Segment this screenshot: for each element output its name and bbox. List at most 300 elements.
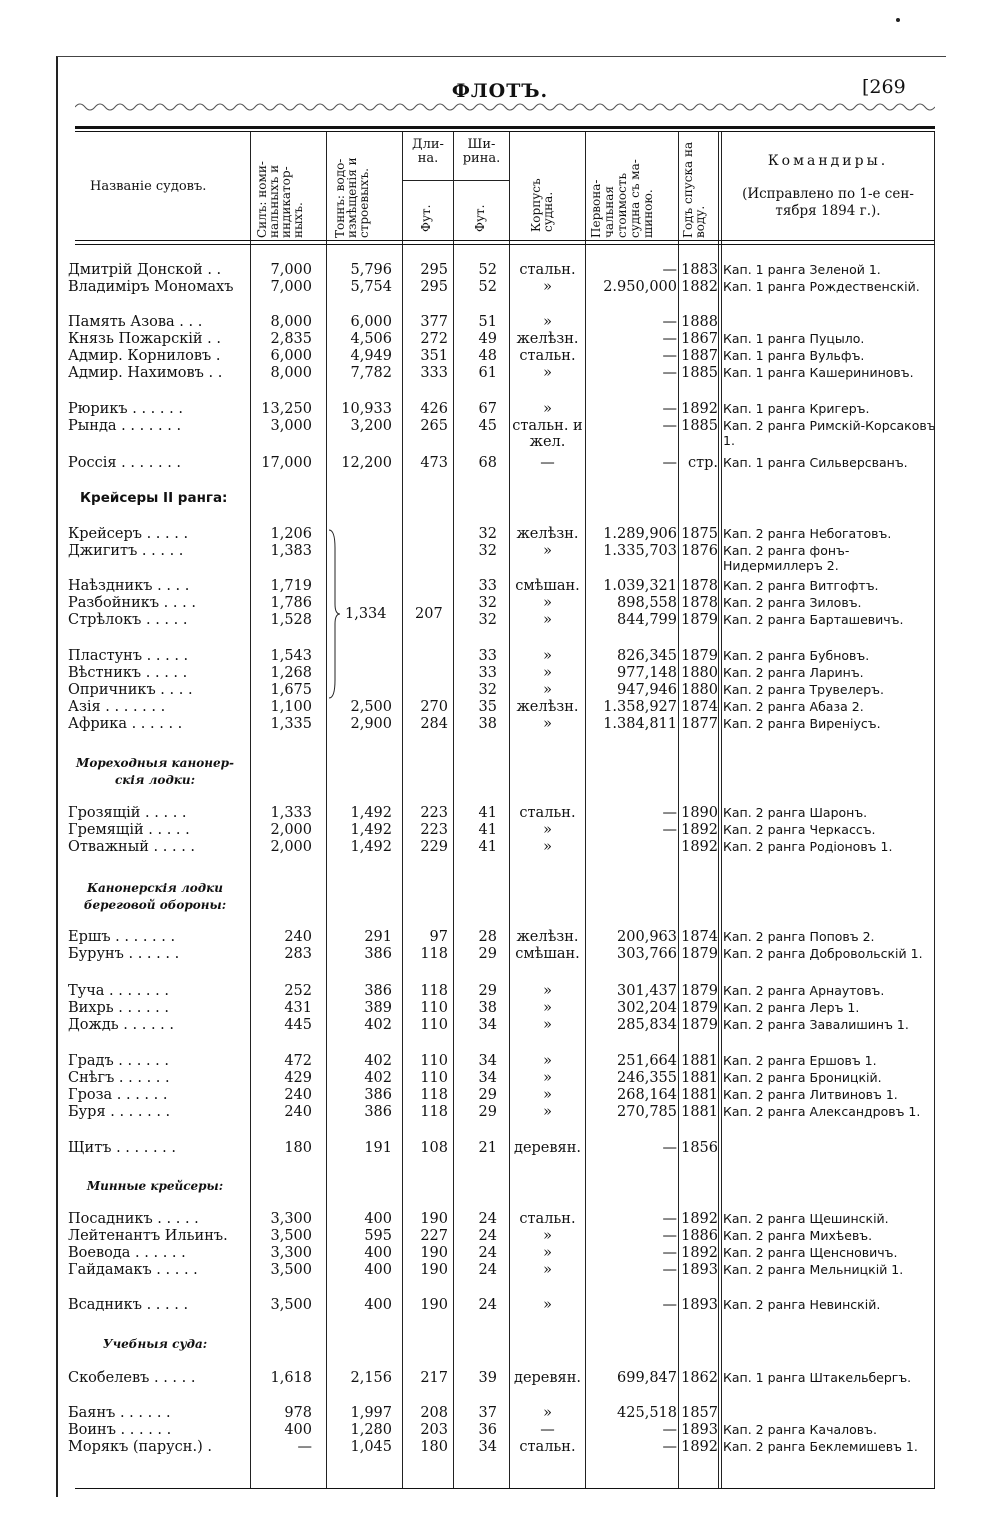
year-cell: 1874	[681, 699, 718, 715]
cost-cell: 1.289,906	[603, 526, 677, 542]
hull-cell: »	[543, 1070, 552, 1086]
length-cell: 270	[420, 699, 448, 715]
tonnage-cell: 1,045	[350, 1439, 392, 1455]
table-bottom-rule	[75, 1488, 935, 1489]
cost-cell: 977,148	[617, 665, 677, 681]
commander-cell: Кап. 2 ранга Леръ 1.	[723, 1000, 860, 1015]
commander-cell: Кап. 2 ранга Ларинъ.	[723, 665, 864, 680]
power-cell: 13,250	[261, 401, 312, 417]
section-heading: Минные крейсеры:	[86, 1179, 224, 1193]
ship-name-cell: Азія . . . . . . .	[68, 699, 166, 715]
ship-name-cell: Стрѣлокъ . . . . .	[68, 612, 188, 628]
hull-cell: желѣзн.	[516, 331, 579, 347]
hull-cell: смѣшан.	[515, 578, 580, 594]
power-cell: 431	[284, 1000, 312, 1016]
tonnage-cell: 1,492	[350, 822, 392, 838]
length-cell: 118	[420, 983, 448, 999]
tonnage-cell: 12,200	[341, 455, 392, 471]
hull-cell: стальн. и жел.	[512, 418, 583, 450]
hull-cell: »	[543, 648, 552, 664]
length-cell: 190	[420, 1297, 448, 1313]
year-cell: 1892	[681, 401, 718, 417]
ship-name-cell: Адмир. Нахимовъ . .	[68, 365, 223, 381]
commander-cell: Кап. 2 ранга Щенсновичъ.	[723, 1245, 898, 1260]
cost-cell: —	[662, 418, 677, 434]
header-bottom-rule	[75, 240, 935, 241]
year-cell: 1880	[681, 665, 718, 681]
cost-cell: 1.384,811	[603, 716, 677, 732]
ship-name-cell: Рында . . . . . . .	[68, 418, 182, 434]
tonnage-cell: 3,200	[350, 418, 392, 434]
tonnage-cell: 6,000	[350, 314, 392, 330]
power-cell: 7,000	[270, 262, 312, 278]
tonnage-cell: 5,754	[350, 279, 392, 295]
commander-cell: Кап. 2 ранга Добровольскій 1.	[723, 946, 923, 961]
length-cell: 108	[420, 1140, 448, 1156]
year-cell: 1880	[681, 682, 718, 698]
hull-cell: »	[543, 682, 552, 698]
cost-cell: —	[662, 822, 677, 838]
col-header-tonnage: Тоннъ: водо-измѣщенія и строевыхъ.	[333, 157, 371, 238]
tonnage-cell: 595	[364, 1228, 392, 1244]
tonnage-cell: 2,156	[350, 1370, 392, 1386]
ship-name-cell: Всадникъ . . . . .	[68, 1297, 189, 1313]
year-cell: 1856	[681, 1140, 718, 1156]
col-sep	[250, 132, 251, 1488]
cost-cell: 270,785	[617, 1104, 677, 1120]
year-cell: 1885	[681, 418, 718, 434]
year-cell: 1879	[681, 1000, 718, 1016]
hull-cell: »	[543, 1228, 552, 1244]
ship-name-cell: Лейтенантъ Ильинъ.	[68, 1228, 228, 1244]
year-cell: 1887	[681, 348, 718, 364]
ship-name-cell: Россія . . . . . . .	[68, 455, 182, 471]
width-cell: 21	[478, 1140, 497, 1156]
commander-cell: Кап. 2 ранга Шаронъ.	[723, 805, 868, 820]
width-cell: 33	[478, 665, 497, 681]
length-cell: 426	[420, 401, 448, 417]
power-cell: 1,268	[270, 665, 312, 681]
power-cell: 978	[284, 1405, 312, 1421]
year-cell: 1893	[681, 1422, 718, 1438]
cost-cell: —	[662, 1245, 677, 1261]
tonnage-cell: 1,280	[350, 1422, 392, 1438]
width-cell: 38	[478, 716, 497, 732]
hull-cell: —	[540, 455, 555, 471]
width-cell: 24	[478, 1211, 497, 1227]
hull-cell: »	[543, 822, 552, 838]
hull-cell: »	[543, 612, 552, 628]
power-cell: 180	[284, 1140, 312, 1156]
commander-cell: Кап. 1 ранга Сильверсванъ.	[723, 455, 908, 470]
ship-name-cell: Владиміръ Мономахъ	[68, 279, 234, 295]
year-cell: 1881	[681, 1070, 718, 1086]
cost-cell: 301,437	[617, 983, 677, 999]
ship-name-cell: Туча . . . . . . .	[68, 983, 169, 999]
commander-cell: Кап. 2 ранга Беклемишевъ 1.	[723, 1439, 918, 1454]
power-cell: 3,300	[270, 1211, 312, 1227]
commander-cell: Кап. 2 ранга Барташевичъ.	[723, 612, 904, 627]
width-cell: 24	[478, 1262, 497, 1278]
width-cell: 38	[478, 1000, 497, 1016]
cost-cell: 200,963	[617, 929, 677, 945]
length-cell: 223	[420, 822, 448, 838]
length-cell: 190	[420, 1245, 448, 1261]
width-cell: 29	[478, 983, 497, 999]
hull-cell: —	[540, 1422, 555, 1438]
hull-cell: смѣшан.	[515, 946, 580, 962]
year-cell: 1878	[681, 595, 718, 611]
tonnage-cell: 1,492	[350, 805, 392, 821]
tonnage-cell: 1,492	[350, 839, 392, 855]
cost-cell: —	[662, 314, 677, 330]
cost-cell: —	[662, 805, 677, 821]
col-sep	[721, 132, 722, 1488]
power-cell: 1,100	[270, 699, 312, 715]
power-cell: 6,000	[270, 348, 312, 364]
ship-name-cell: Рюрикъ . . . . . .	[68, 401, 183, 417]
tonnage-cell: 5,796	[350, 262, 392, 278]
tonnage-cell: 1,997	[350, 1405, 392, 1421]
commander-cell: Кап. 2 ранга Качаловъ.	[723, 1422, 877, 1437]
length-cell: 295	[420, 279, 448, 295]
length-cell: 265	[420, 418, 448, 434]
commander-cell: Кап. 2 ранга Римскій-Корсаковъ 1.	[723, 418, 936, 448]
tonnage-cell: 2,900	[350, 716, 392, 732]
year-cell: 1879	[681, 946, 718, 962]
commander-cell: Кап. 1 ранга Зеленой 1.	[723, 262, 881, 277]
cost-cell: 302,204	[617, 1000, 677, 1016]
page-title: ФЛОТЪ.	[451, 80, 549, 102]
year-cell: 1867	[681, 331, 718, 347]
tonnage-cell: 402	[364, 1053, 392, 1069]
length-cell: 180	[420, 1439, 448, 1455]
commander-cell: Кап. 1 ранга Кашерининовъ.	[723, 365, 914, 380]
hull-cell: деревян.	[514, 1140, 581, 1156]
cost-cell: 246,355	[617, 1070, 677, 1086]
width-cell: 33	[478, 578, 497, 594]
width-cell: 32	[478, 526, 497, 542]
power-cell: 3,300	[270, 1245, 312, 1261]
ship-name-cell: Дмитрій Донской . .	[68, 262, 222, 278]
tonnage-cell: 291	[364, 929, 392, 945]
col-header-commanders: Командиры.	[767, 153, 889, 169]
cost-cell: 826,345	[617, 648, 677, 664]
width-cell: 49	[478, 331, 497, 347]
col-sep	[718, 132, 719, 1488]
commander-cell: Кап. 2 ранга фонъ-Нидермиллеръ 2.	[723, 543, 850, 573]
year-cell: 1892	[681, 822, 718, 838]
power-cell: 7,000	[270, 279, 312, 295]
length-cell: 118	[420, 946, 448, 962]
shared-length-cell: 207	[415, 606, 443, 622]
power-cell: 283	[284, 946, 312, 962]
section-heading: Крейсеры II ранга:	[80, 490, 228, 506]
year-cell: 1892	[681, 1211, 718, 1227]
cost-cell: —	[662, 331, 677, 347]
width-cell: 36	[478, 1422, 497, 1438]
header-rule-thin	[75, 131, 935, 132]
hull-cell: »	[543, 1405, 552, 1421]
length-cell: 118	[420, 1104, 448, 1120]
ship-name-cell: Гайдамакъ . . . . .	[68, 1262, 198, 1278]
decorative-wavy-rule	[75, 100, 935, 114]
hull-cell: »	[543, 1087, 552, 1103]
ship-name-cell: Грозящій . . . . .	[68, 805, 187, 821]
cost-cell: 2.950,000	[603, 279, 677, 295]
commander-cell: Кап. 1 ранга Пуцыло.	[723, 331, 865, 346]
cost-cell: 844,799	[617, 612, 677, 628]
hull-cell: »	[543, 279, 552, 295]
cost-cell: —	[662, 1439, 677, 1455]
tonnage-cell: 386	[364, 1104, 392, 1120]
tonnage-cell: 400	[364, 1245, 392, 1261]
year-cell: 1892	[681, 839, 718, 855]
unit-rule	[402, 180, 509, 181]
tonnage-cell: 386	[364, 1087, 392, 1103]
power-cell: 1,528	[270, 612, 312, 628]
year-cell: 1879	[681, 983, 718, 999]
shared-tonnage-cell: 1,334	[345, 606, 387, 622]
power-cell: 429	[284, 1070, 312, 1086]
ship-name-cell: Гремящій . . . . .	[68, 822, 190, 838]
year-cell: 1879	[681, 648, 718, 664]
width-cell: 37	[478, 1405, 497, 1421]
hull-cell: »	[543, 839, 552, 855]
header-rule-thick	[75, 126, 935, 129]
col-sep	[402, 132, 403, 1488]
power-cell: 445	[284, 1017, 312, 1033]
commander-cell: Кап. 2 ранга Абаза 2.	[723, 699, 864, 714]
commander-cell: Кап. 2 ранга Виреніусъ.	[723, 716, 881, 731]
year-cell: 1885	[681, 365, 718, 381]
ship-name-cell: Скобелевъ . . . . .	[68, 1370, 196, 1386]
power-cell: 240	[284, 1087, 312, 1103]
year-cell: 1892	[681, 1245, 718, 1261]
hull-cell: желѣзн.	[516, 929, 579, 945]
ship-name-cell: Князь Пожарскій . .	[68, 331, 222, 347]
hull-cell: »	[543, 1262, 552, 1278]
year-cell: 1879	[681, 612, 718, 628]
ship-name-cell: Воинъ . . . . . .	[68, 1422, 172, 1438]
hull-cell: »	[543, 1297, 552, 1313]
cost-cell: —	[662, 348, 677, 364]
cost-cell: 947,946	[617, 682, 677, 698]
commander-cell: Кап. 2 ранга Мельницкій 1.	[723, 1262, 904, 1277]
cost-cell: 303,766	[617, 946, 677, 962]
width-cell: 32	[478, 543, 497, 559]
width-cell: 39	[478, 1370, 497, 1386]
cost-cell: —	[662, 262, 677, 278]
hull-cell: »	[543, 1104, 552, 1120]
ship-name-cell: Отважный . . . . .	[68, 839, 196, 855]
tonnage-cell: 389	[364, 1000, 392, 1016]
power-cell: 1,335	[270, 716, 312, 732]
year-cell: 1881	[681, 1087, 718, 1103]
length-cell: 97	[429, 929, 448, 945]
width-cell: 33	[478, 648, 497, 664]
width-cell: 29	[478, 1104, 497, 1120]
power-cell: 252	[284, 983, 312, 999]
tonnage-cell: 402	[364, 1017, 392, 1033]
length-cell: 333	[420, 365, 448, 381]
col-header-name: Названіе судовъ.	[90, 179, 207, 194]
col-header-cost: Первона-чальная стоимость судна съ ма-шиною.	[589, 159, 655, 238]
hull-cell: »	[543, 1017, 552, 1033]
year-cell: 1876	[681, 543, 718, 559]
width-cell: 52	[478, 262, 497, 278]
commander-cell: Кап. 1 ранга Штакельбергъ.	[723, 1370, 912, 1385]
ship-name-cell: Баянъ . . . . . .	[68, 1405, 171, 1421]
cost-cell: —	[662, 1211, 677, 1227]
ship-name-cell: Джигитъ . . . . .	[68, 543, 184, 559]
power-cell: 400	[284, 1422, 312, 1438]
hull-cell: »	[543, 716, 552, 732]
commander-cell: Кап. 2 ранга Арнаутовъ.	[723, 983, 885, 998]
year-cell: 1874	[681, 929, 718, 945]
length-cell: 272	[420, 331, 448, 347]
length-cell: 227	[420, 1228, 448, 1244]
power-cell: 2,835	[270, 331, 312, 347]
cost-cell: 1.358,927	[603, 699, 677, 715]
col-header-width-unit: Фут.	[473, 204, 487, 232]
length-cell: 473	[420, 455, 448, 471]
width-cell: 34	[478, 1439, 497, 1455]
year-cell: 1877	[681, 716, 718, 732]
cost-cell: 285,834	[617, 1017, 677, 1033]
page-number: [269	[862, 76, 906, 98]
power-cell: 1,206	[270, 526, 312, 542]
ship-name-cell: Морякъ (парусн.) .	[68, 1439, 212, 1455]
ship-name-cell: Наѣздникъ . . . .	[68, 578, 190, 594]
commander-cell: Кап. 2 ранга Поповъ 2.	[723, 929, 875, 944]
hull-cell: стальн.	[519, 348, 576, 364]
tonnage-cell: 386	[364, 983, 392, 999]
cost-cell: —	[662, 1422, 677, 1438]
ship-name-cell: Дождь . . . . . .	[68, 1017, 174, 1033]
cost-cell: —	[662, 401, 677, 417]
width-cell: 34	[478, 1017, 497, 1033]
hull-cell: желѣзн.	[516, 699, 579, 715]
ship-name-cell: Бурунъ . . . . . .	[68, 946, 180, 962]
hull-cell: »	[543, 1053, 552, 1069]
length-cell: 223	[420, 805, 448, 821]
hull-cell: »	[543, 401, 552, 417]
width-cell: 41	[478, 822, 497, 838]
year-cell: 1875	[681, 526, 718, 542]
hull-cell: стальн.	[519, 1211, 576, 1227]
width-cell: 68	[478, 455, 497, 471]
power-cell: 3,500	[270, 1262, 312, 1278]
length-cell: 208	[420, 1405, 448, 1421]
power-cell: 1,618	[270, 1370, 312, 1386]
year-cell: 1893	[681, 1262, 718, 1278]
tonnage-cell: 400	[364, 1211, 392, 1227]
tonnage-cell: 10,933	[341, 401, 392, 417]
hull-cell: желѣзн.	[516, 526, 579, 542]
tonnage-cell: 7,782	[350, 365, 392, 381]
hull-cell: »	[543, 314, 552, 330]
col-header-commanders-note: (Исправлено по 1-е сен-тября 1894 г.).	[742, 186, 914, 219]
length-cell: 295	[420, 262, 448, 278]
hull-cell: »	[543, 983, 552, 999]
length-cell: 229	[420, 839, 448, 855]
ship-name-cell: Пластунъ . . . . .	[68, 648, 189, 664]
width-cell: 24	[478, 1228, 497, 1244]
length-cell: 190	[420, 1211, 448, 1227]
commander-cell: Кап. 2 ранга Родіоновъ 1.	[723, 839, 893, 854]
col-header-length: Дли-на.	[412, 137, 444, 166]
cost-cell: 898,558	[617, 595, 677, 611]
year-cell: 1882	[681, 279, 718, 295]
width-cell: 28	[478, 929, 497, 945]
tonnage-cell: 402	[364, 1070, 392, 1086]
ship-name-cell: Вѣстникъ . . . . .	[68, 665, 188, 681]
commander-cell: Кап. 2 ранга Витгофтъ.	[723, 578, 879, 593]
power-cell: 240	[284, 1104, 312, 1120]
hull-cell: »	[543, 543, 552, 559]
tonnage-cell: 386	[364, 946, 392, 962]
commander-cell: Кап. 2 ранга Щешинскій.	[723, 1211, 889, 1226]
power-cell: —	[297, 1439, 312, 1455]
length-cell: 203	[420, 1422, 448, 1438]
year-cell: 1893	[681, 1297, 718, 1313]
tonnage-cell: 4,506	[350, 331, 392, 347]
length-cell: 110	[420, 1070, 448, 1086]
cost-cell: —	[662, 1140, 677, 1156]
ship-name-cell: Градъ . . . . . .	[68, 1053, 169, 1069]
width-cell: 29	[478, 946, 497, 962]
col-header-power: Силъ: номи-нальныхъ и индикатор-ныхъ.	[255, 161, 305, 238]
commander-cell: Кап. 2 ранга Бубновъ.	[723, 648, 870, 663]
width-cell: 51	[478, 314, 497, 330]
length-cell: 190	[420, 1262, 448, 1278]
year-cell: 1862	[681, 1370, 718, 1386]
power-cell: 472	[284, 1053, 312, 1069]
hull-cell: »	[543, 665, 552, 681]
ship-name-cell: Крейсеръ . . . . .	[68, 526, 189, 542]
hull-cell: »	[543, 365, 552, 381]
commander-cell: Кап. 2 ранга Завалишинъ 1.	[723, 1017, 909, 1032]
ship-name-cell: Посадникъ . . . . .	[68, 1211, 199, 1227]
col-sep	[326, 132, 327, 1488]
width-cell: 24	[478, 1245, 497, 1261]
commander-cell: Кап. 2 ранга Литвиновъ 1.	[723, 1087, 898, 1102]
tonnage-cell: 400	[364, 1297, 392, 1313]
cost-cell: —	[662, 455, 677, 471]
section-heading: Учебныя суда:	[102, 1337, 208, 1351]
width-cell: 24	[478, 1297, 497, 1313]
length-cell: 110	[420, 1053, 448, 1069]
power-cell: 2,000	[270, 839, 312, 855]
ship-name-cell: Щитъ . . . . . . .	[68, 1140, 176, 1156]
ship-name-cell: Разбойникъ . . . .	[68, 595, 196, 611]
length-cell: 118	[420, 1087, 448, 1103]
header-bottom-rule	[75, 244, 935, 245]
commander-cell: Кап. 1 ранга Рождественскій.	[723, 279, 920, 294]
col-header-length-unit: Фут.	[419, 204, 433, 232]
year-cell: 1886	[681, 1228, 718, 1244]
hull-cell: деревян.	[514, 1370, 581, 1386]
power-cell: 2,000	[270, 822, 312, 838]
year-cell: стр.	[687, 455, 718, 471]
width-cell: 45	[478, 418, 497, 434]
col-header-width: Ши-рина.	[462, 137, 501, 166]
year-cell: 1892	[681, 1439, 718, 1455]
power-cell: 1,333	[270, 805, 312, 821]
hull-cell: »	[543, 1245, 552, 1261]
power-cell: 1,786	[270, 595, 312, 611]
